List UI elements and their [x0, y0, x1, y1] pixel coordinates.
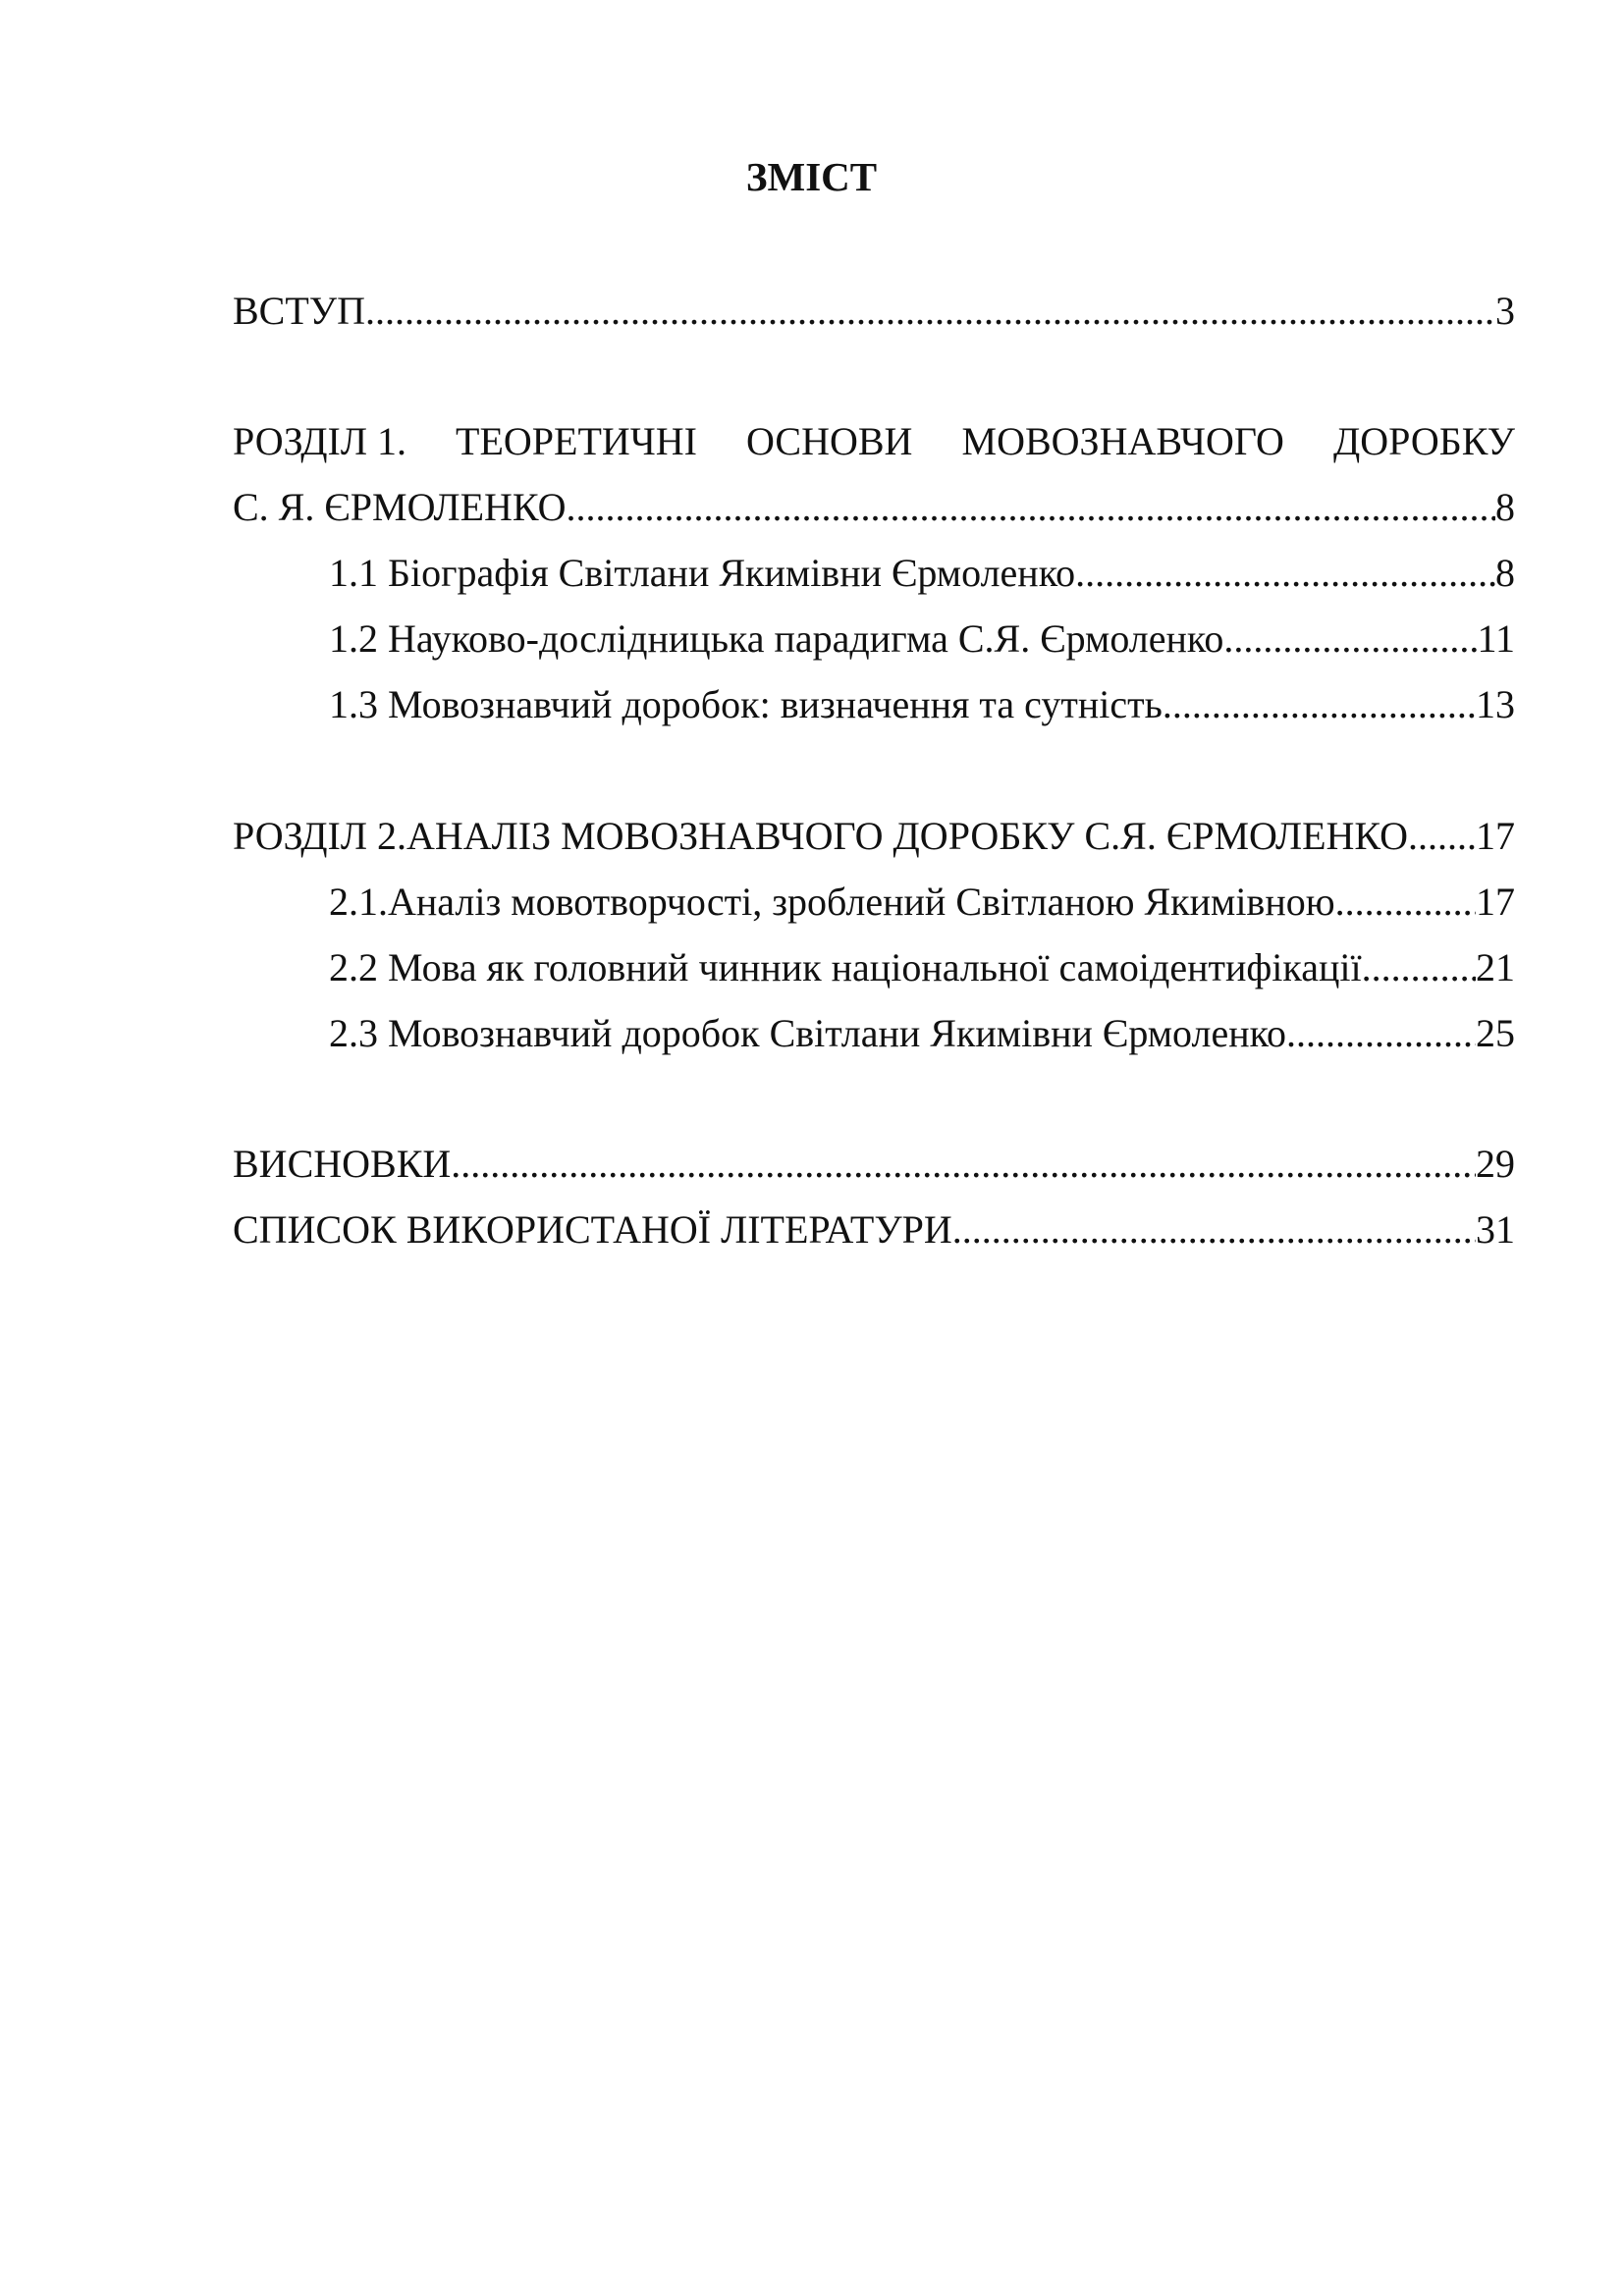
toc-entry-section-1-2[interactable]	[329, 614, 1515, 664]
toc-dot-leader	[1408, 812, 1476, 861]
toc-entry-label: 2.3 Мовознавчий доробок Світлани Якимівни Єрмоленко	[329, 1011, 1287, 1055]
toc-page-number: 3	[1495, 289, 1515, 333]
toc-chapter1-word: ДОРОБКУ	[1333, 419, 1515, 463]
toc-dot-leader	[1362, 943, 1476, 992]
page-title: ЗМІСТ	[745, 154, 878, 199]
toc-entry-label: СПИСОК ВИКОРИСТАНОЇ ЛІТЕРАТУРИ	[233, 1207, 952, 1252]
toc-page-number: 8	[1495, 551, 1515, 595]
toc-page-number: 17	[1476, 880, 1515, 924]
toc-page-number: 21	[1476, 945, 1515, 989]
toc-entry-section-2-2[interactable]	[329, 943, 1515, 992]
toc-entry-label: 2.1.Аналіз мовотворчості, зроблений Світланою Якимівною	[329, 880, 1335, 924]
toc-page-number: 8	[1495, 485, 1515, 529]
toc-entry-section-2-3[interactable]	[329, 1009, 1515, 1058]
toc-entry-label: ВСТУП	[233, 289, 365, 333]
toc-page-number: 31	[1476, 1207, 1515, 1252]
toc-entry-section-1-1[interactable]	[329, 549, 1515, 598]
toc-dot-leader	[1335, 878, 1476, 927]
toc-chapter1-word: РОЗДІЛ 1.	[233, 419, 406, 463]
toc-entry-conclusions[interactable]	[233, 1140, 1515, 1189]
toc-entry-section-1-3[interactable]	[329, 680, 1515, 729]
toc-page-number: 25	[1476, 1011, 1515, 1055]
toc-dot-leader	[365, 287, 1495, 336]
toc-page-number: 17	[1476, 814, 1515, 858]
toc-entry-chapter2[interactable]	[233, 812, 1515, 861]
toc-dot-leader	[451, 1140, 1476, 1189]
toc-entry-section-2-1[interactable]	[329, 878, 1515, 927]
toc-dot-leader	[1075, 549, 1495, 598]
toc-dot-leader	[1286, 1009, 1476, 1058]
toc-entry-label: ВИСНОВКИ	[233, 1142, 452, 1186]
toc-entry-label: 1.2 Науково-дослідницька парадигма С.Я. Єрмоленко	[329, 616, 1224, 661]
toc-page-number: 11	[1477, 616, 1515, 661]
toc-chapter1-word: МОВОЗНАВЧОГО	[961, 419, 1284, 463]
toc-entry-intro[interactable]	[233, 287, 1515, 336]
toc-dot-leader	[952, 1205, 1476, 1255]
toc-chapter1-word: ТЕОРЕТИЧНІ	[456, 419, 697, 463]
toc-entry-label: С. Я. ЄРМОЛЕНКО	[233, 485, 567, 529]
toc-chapter1-word: ОСНОВИ	[746, 419, 913, 463]
toc-entry-label: 2.2 Мова як головний чинник національної самоідентифікації	[329, 945, 1362, 989]
toc-dot-leader	[567, 483, 1496, 532]
toc-chapter1-title-line1[interactable]	[233, 417, 1515, 466]
toc-entry-label: РОЗДІЛ 2.АНАЛІЗ МОВОЗНАВЧОГО ДОРОБКУ С.Я. ЄРМОЛЕНКО	[233, 814, 1408, 858]
toc-entry-chapter1[interactable]	[233, 483, 1515, 532]
toc-entry-label: 1.3 Мовознавчий доробок: визначення та сутність	[329, 682, 1163, 726]
toc-page-number: 29	[1476, 1142, 1515, 1186]
toc-entry-references[interactable]	[233, 1205, 1515, 1255]
toc-dot-leader	[1163, 680, 1476, 729]
toc-page-number: 13	[1476, 682, 1515, 726]
toc-dot-leader	[1223, 614, 1477, 664]
toc-entry-label: 1.1 Біографія Світлани Якимівни Єрмоленко	[329, 551, 1076, 595]
